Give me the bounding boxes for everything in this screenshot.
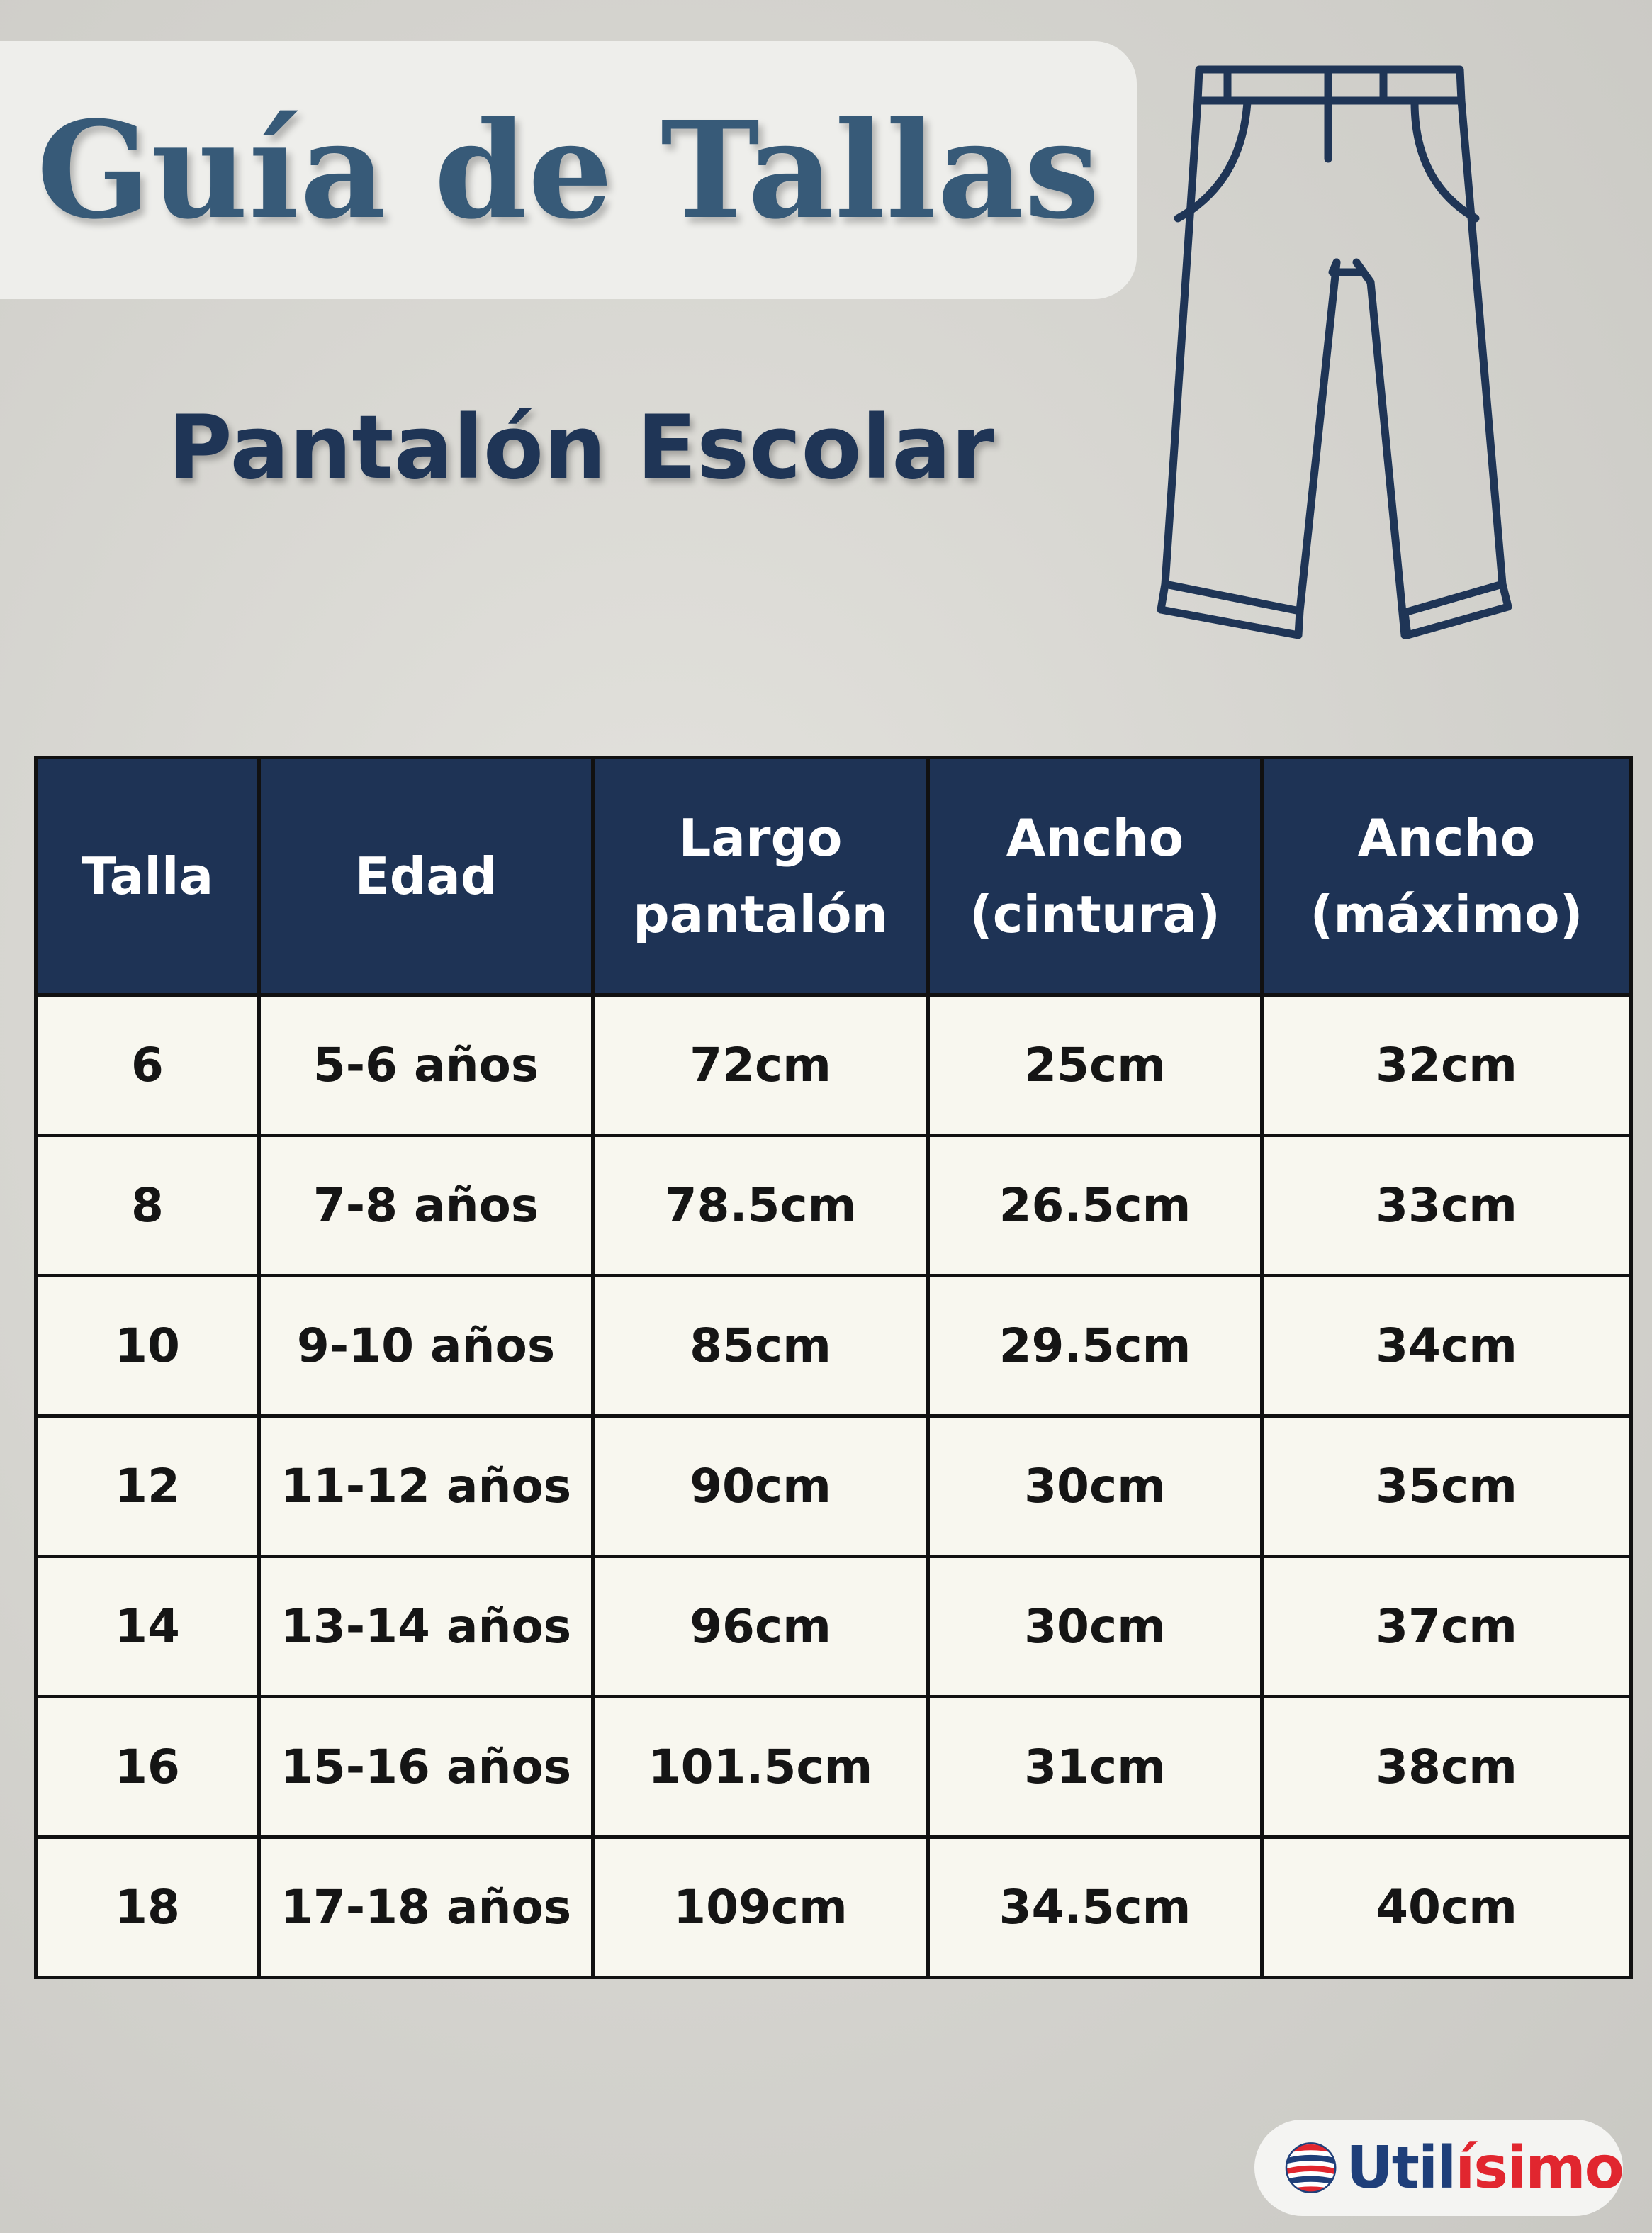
cell-largo: 96cm xyxy=(593,1557,928,1697)
cell-ancho-cintura: 29.5cm xyxy=(928,1276,1262,1416)
cell-talla: 6 xyxy=(36,995,259,1136)
table-row xyxy=(36,1837,1631,1978)
cell-ancho-cintura: 30cm xyxy=(928,1557,1262,1697)
cell-ancho-cintura: 34.5cm xyxy=(928,1837,1262,1978)
size-table xyxy=(34,756,1633,1979)
cell-ancho-cintura: 30cm xyxy=(928,1416,1262,1557)
cell-edad: 17-18 años xyxy=(259,1837,593,1978)
cell-edad: 9-10 años xyxy=(259,1276,593,1416)
cell-ancho-maximo: 35cm xyxy=(1262,1416,1631,1557)
header-talla: Talla xyxy=(36,758,259,995)
cell-largo: 72cm xyxy=(593,995,928,1136)
table-row xyxy=(36,1136,1631,1276)
cell-ancho-maximo: 40cm xyxy=(1262,1837,1631,1978)
header-ancho-cintura: Ancho (cintura) xyxy=(928,758,1262,995)
header-largo-pantalon: Largo pantalón xyxy=(593,758,928,995)
striped-globe-icon xyxy=(1283,2134,1339,2202)
cell-talla: 14 xyxy=(36,1557,259,1697)
cell-largo: 85cm xyxy=(593,1276,928,1416)
cell-largo: 78.5cm xyxy=(593,1136,928,1276)
table-header-row xyxy=(36,758,1631,995)
cell-ancho-cintura: 31cm xyxy=(928,1697,1262,1837)
table-row xyxy=(36,1557,1631,1697)
cell-ancho-maximo: 37cm xyxy=(1262,1557,1631,1697)
page-subtitle: Pantalón Escolar xyxy=(167,397,995,499)
cell-ancho-cintura: 25cm xyxy=(928,995,1262,1136)
cell-edad: 11-12 años xyxy=(259,1416,593,1557)
brand-name: Utilísimo xyxy=(1346,2134,1623,2202)
header-ancho-maximo: Ancho (máximo) xyxy=(1262,758,1631,995)
cell-edad: 7-8 años xyxy=(259,1136,593,1276)
brand-logo xyxy=(1254,2120,1623,2216)
pants-icon xyxy=(1150,62,1518,652)
cell-talla: 18 xyxy=(36,1837,259,1978)
cell-edad: 15-16 años xyxy=(259,1697,593,1837)
cell-edad: 13-14 años xyxy=(259,1557,593,1697)
cell-talla: 12 xyxy=(36,1416,259,1557)
table-row xyxy=(36,1697,1631,1837)
cell-largo: 109cm xyxy=(593,1837,928,1978)
cell-edad: 5-6 años xyxy=(259,995,593,1136)
table-row xyxy=(36,1276,1631,1416)
header-edad: Edad xyxy=(259,758,593,995)
table-row xyxy=(36,995,1631,1136)
cell-ancho-cintura: 26.5cm xyxy=(928,1136,1262,1276)
cell-ancho-maximo: 33cm xyxy=(1262,1136,1631,1276)
page-title: Guía de Tallas xyxy=(36,91,1101,249)
cell-ancho-maximo: 38cm xyxy=(1262,1697,1631,1837)
cell-largo: 101.5cm xyxy=(593,1697,928,1837)
table-row xyxy=(36,1416,1631,1557)
cell-ancho-maximo: 34cm xyxy=(1262,1276,1631,1416)
cell-ancho-maximo: 32cm xyxy=(1262,995,1631,1136)
cell-largo: 90cm xyxy=(593,1416,928,1557)
cell-talla: 16 xyxy=(36,1697,259,1837)
cell-talla: 10 xyxy=(36,1276,259,1416)
cell-talla: 8 xyxy=(36,1136,259,1276)
